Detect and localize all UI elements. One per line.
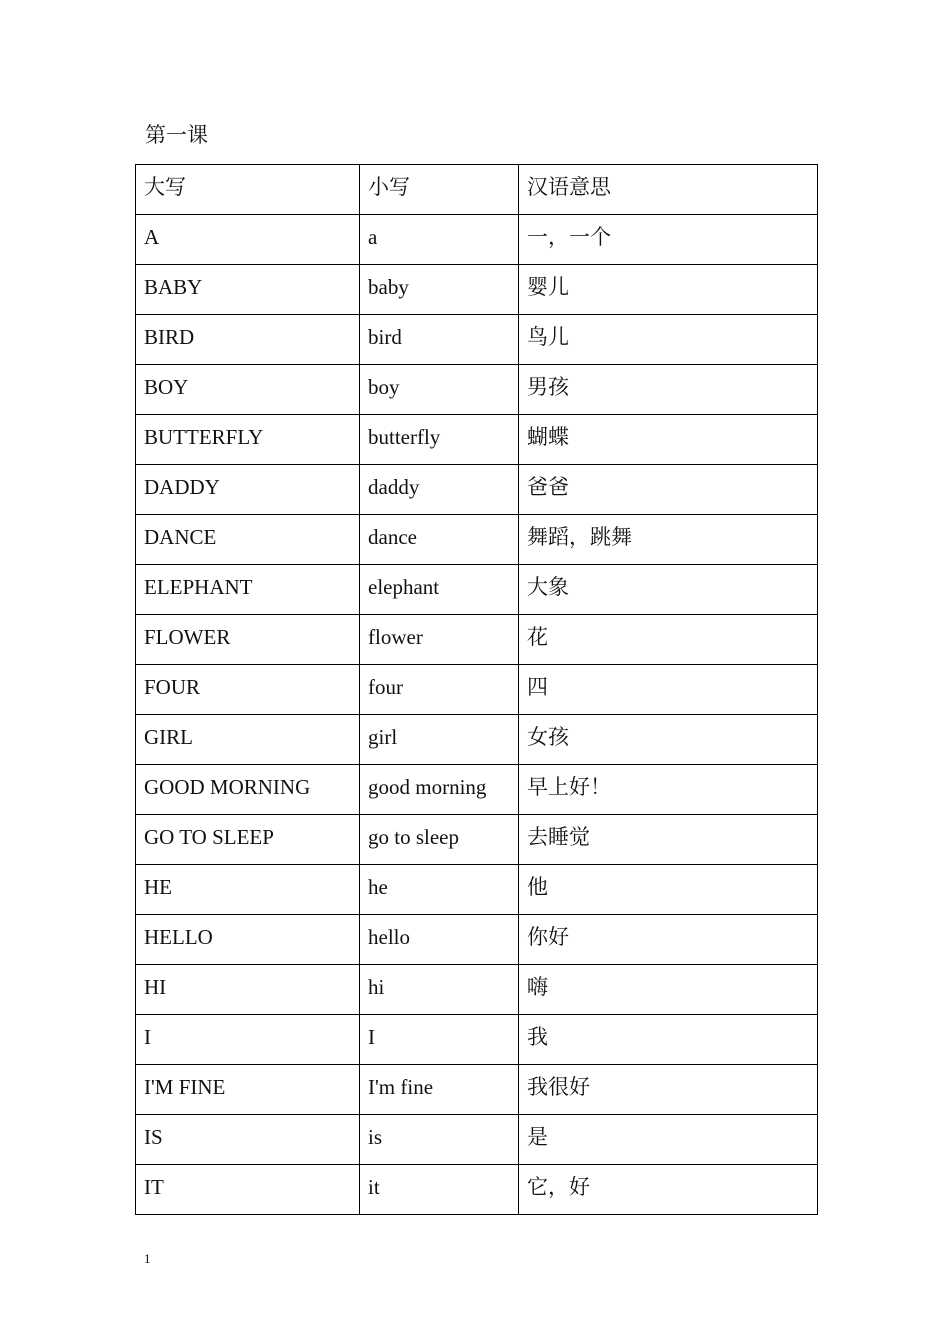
cell-uppercase: I'M FINE	[136, 1065, 360, 1115]
table-row	[136, 765, 818, 815]
cell-uppercase: GOOD MORNING	[136, 765, 360, 815]
cell-uppercase: IT	[136, 1165, 360, 1215]
cell-uppercase: HELLO	[136, 915, 360, 965]
cell-lowercase: hello	[360, 915, 519, 965]
cell-lowercase: butterfly	[360, 415, 519, 465]
cell-lowercase: good morning	[360, 765, 519, 815]
table-row	[136, 465, 818, 515]
cell-chinese-meaning: 早上好！	[519, 765, 818, 815]
cell-uppercase: IS	[136, 1115, 360, 1165]
cell-lowercase: boy	[360, 365, 519, 415]
cell-chinese-meaning: 爸爸	[519, 465, 818, 515]
cell-uppercase: BOY	[136, 365, 360, 415]
cell-uppercase: HI	[136, 965, 360, 1015]
vocabulary-table	[135, 164, 818, 1215]
page-number: 1	[144, 1251, 151, 1266]
table-row	[136, 515, 818, 565]
vocabulary-table-body	[136, 165, 818, 1215]
cell-lowercase: baby	[360, 265, 519, 315]
table-row	[136, 365, 818, 415]
table-row	[136, 1165, 818, 1215]
cell-uppercase: BABY	[136, 265, 360, 315]
table-row	[136, 865, 818, 915]
cell-chinese-meaning: 舞蹈，跳舞	[519, 515, 818, 565]
cell-lowercase: elephant	[360, 565, 519, 615]
cell-chinese-meaning: 嗨	[519, 965, 818, 1015]
cell-chinese-meaning: 你好	[519, 915, 818, 965]
table-row	[136, 615, 818, 665]
cell-uppercase: GO TO SLEEP	[136, 815, 360, 865]
cell-uppercase: HE	[136, 865, 360, 915]
cell-lowercase: daddy	[360, 465, 519, 515]
cell-lowercase: is	[360, 1115, 519, 1165]
cell-chinese-meaning: 他	[519, 865, 818, 915]
cell-lowercase: I'm fine	[360, 1065, 519, 1115]
cell-chinese-meaning: 它，好	[519, 1165, 818, 1215]
table-row	[136, 665, 818, 715]
cell-chinese-meaning: 去睡觉	[519, 815, 818, 865]
cell-chinese-meaning: 我	[519, 1015, 818, 1065]
cell-lowercase: four	[360, 665, 519, 715]
cell-lowercase: it	[360, 1165, 519, 1215]
cell-chinese-meaning: 男孩	[519, 365, 818, 415]
header-chinese-meaning: 汉语意思	[519, 165, 818, 215]
cell-lowercase: a	[360, 215, 519, 265]
table-header-row	[136, 165, 818, 215]
cell-uppercase: DADDY	[136, 465, 360, 515]
header-lowercase: 小写	[360, 165, 519, 215]
cell-chinese-meaning: 我很好	[519, 1065, 818, 1115]
lesson-title: 第一课	[145, 123, 208, 147]
cell-uppercase: BUTTERFLY	[136, 415, 360, 465]
cell-chinese-meaning: 花	[519, 615, 818, 665]
cell-lowercase: dance	[360, 515, 519, 565]
table-row	[136, 315, 818, 365]
table-row	[136, 815, 818, 865]
cell-lowercase: go to sleep	[360, 815, 519, 865]
cell-lowercase: he	[360, 865, 519, 915]
cell-uppercase: A	[136, 215, 360, 265]
cell-chinese-meaning: 婴儿	[519, 265, 818, 315]
table-row	[136, 565, 818, 615]
cell-uppercase: FOUR	[136, 665, 360, 715]
cell-lowercase: girl	[360, 715, 519, 765]
header-uppercase: 大写	[136, 165, 360, 215]
table-row	[136, 1065, 818, 1115]
table-row	[136, 215, 818, 265]
cell-uppercase: ELEPHANT	[136, 565, 360, 615]
cell-uppercase: BIRD	[136, 315, 360, 365]
cell-chinese-meaning: 一，一个	[519, 215, 818, 265]
cell-chinese-meaning: 四	[519, 665, 818, 715]
table-row	[136, 1115, 818, 1165]
cell-chinese-meaning: 鸟儿	[519, 315, 818, 365]
cell-lowercase: bird	[360, 315, 519, 365]
cell-chinese-meaning: 蝴蝶	[519, 415, 818, 465]
table-row	[136, 1015, 818, 1065]
cell-uppercase: DANCE	[136, 515, 360, 565]
cell-uppercase: I	[136, 1015, 360, 1065]
cell-uppercase: FLOWER	[136, 615, 360, 665]
cell-lowercase: I	[360, 1015, 519, 1065]
cell-chinese-meaning: 大象	[519, 565, 818, 615]
table-row	[136, 715, 818, 765]
table-row	[136, 965, 818, 1015]
table-row	[136, 915, 818, 965]
cell-uppercase: GIRL	[136, 715, 360, 765]
cell-chinese-meaning: 女孩	[519, 715, 818, 765]
cell-lowercase: hi	[360, 965, 519, 1015]
table-row	[136, 415, 818, 465]
table-row	[136, 265, 818, 315]
cell-lowercase: flower	[360, 615, 519, 665]
cell-chinese-meaning: 是	[519, 1115, 818, 1165]
